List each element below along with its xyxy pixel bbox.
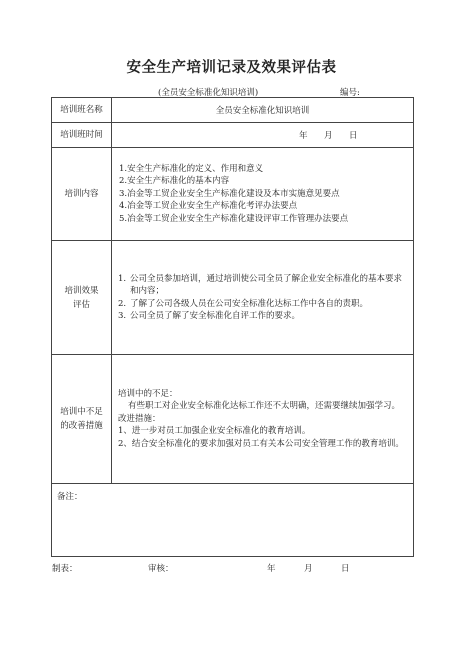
shortfall-title: 培训中的不足： bbox=[118, 388, 178, 399]
item-number: 3. bbox=[118, 311, 127, 321]
list-item bbox=[118, 298, 407, 311]
improve-label bbox=[52, 355, 112, 484]
item-text: 公司全员参加培训，通过培训使公司全员了解企业安全标准化的基本要求和内容； bbox=[130, 273, 403, 296]
content-label: 培训内容 bbox=[52, 148, 112, 241]
prepared-by-label: 制表： bbox=[52, 564, 78, 574]
remarks-cell bbox=[52, 484, 414, 557]
document-title: 安全生产培训记录及效果评估表 bbox=[126, 60, 337, 76]
time-label: 培训班时间 bbox=[52, 123, 112, 148]
time-day: 日 bbox=[349, 131, 358, 141]
content-list bbox=[112, 163, 413, 226]
list-item: 2、结合安全标准化的要求加强对员工有关本公司安全管理工作的教育培训。 bbox=[118, 438, 404, 449]
class-name-value: 全员安全标准化知识培训 bbox=[112, 98, 414, 123]
improve-content bbox=[112, 388, 413, 451]
list-item: 1.安全生产标准化的定义、作用和意义 bbox=[119, 163, 264, 174]
number-label: 编号: bbox=[340, 88, 360, 98]
measures-title: 改进措施： bbox=[118, 413, 161, 424]
improve-label-line1: 培训中不足 bbox=[60, 407, 103, 417]
shortfall-text: 有些职工对企业安全标准化达标工作还不太明确，还需要继续加强学习。 bbox=[128, 401, 401, 412]
content-value bbox=[112, 148, 414, 241]
table-row bbox=[52, 484, 414, 557]
table-row bbox=[52, 355, 414, 484]
footer-month: 月 bbox=[304, 564, 313, 574]
time-month: 月 bbox=[324, 131, 333, 141]
item-text: 公司全员了解了安全标准化自评工作的要求。 bbox=[130, 311, 301, 321]
footer-year: 年 bbox=[267, 564, 276, 574]
effect-label bbox=[52, 241, 112, 355]
effect-value bbox=[112, 241, 414, 355]
list-item: 3.冶金等工贸企业安全生产标准化建设及本市实施意见要点 bbox=[119, 188, 340, 199]
improve-label-line2: 的改善措施 bbox=[60, 421, 103, 431]
footer-day: 日 bbox=[341, 564, 350, 574]
item-number: 2. bbox=[118, 298, 127, 309]
training-record-table bbox=[51, 97, 414, 557]
list-item bbox=[118, 273, 407, 298]
list-item: 4.冶金等工贸企业安全生产标准化考评办法要点 bbox=[119, 201, 298, 212]
reviewed-by-label: 审核： bbox=[148, 564, 174, 574]
table-row bbox=[52, 123, 414, 148]
list-item bbox=[118, 310, 407, 323]
table-row bbox=[52, 148, 414, 241]
class-name-label: 培训班名称 bbox=[52, 98, 112, 123]
remarks-label: 备注： bbox=[57, 492, 83, 502]
table-row bbox=[52, 241, 414, 355]
item-text: 了解了公司各级人员在公司安全标准化达标工作中各自的责职。 bbox=[130, 298, 369, 309]
table-row bbox=[52, 98, 414, 123]
improve-value bbox=[112, 355, 414, 484]
training-scope: (全员安全标准化知识培训) bbox=[158, 88, 259, 98]
effect-label-line1: 培训效果 bbox=[64, 285, 99, 296]
list-item: 1、进一步对员工加强企业安全标准化的教育培训。 bbox=[118, 426, 311, 437]
time-year: 年 bbox=[299, 131, 308, 141]
effect-list bbox=[112, 273, 413, 323]
list-item: 5.冶金等工贸企业安全生产标准化建设评审工作管理办法要点 bbox=[119, 213, 349, 224]
time-value bbox=[112, 123, 414, 148]
item-number: 1. bbox=[118, 273, 127, 284]
effect-label-line2: 评估 bbox=[72, 299, 90, 310]
list-item: 2.安全生产标准化的基本内容 bbox=[119, 176, 230, 187]
